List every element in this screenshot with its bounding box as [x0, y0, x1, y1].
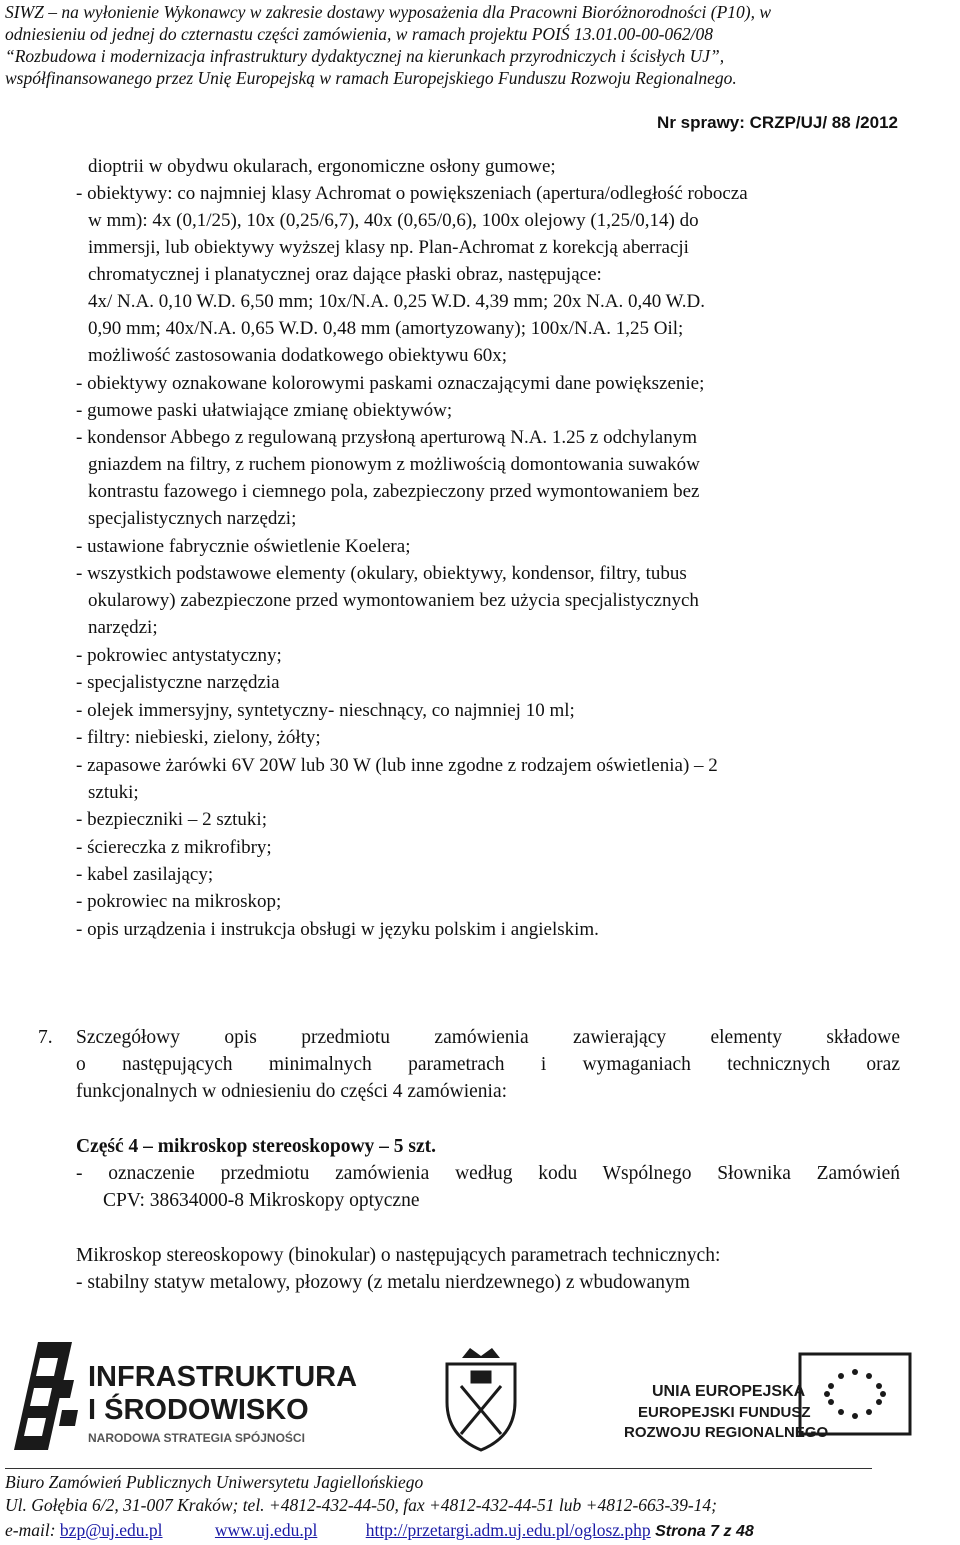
spec-line: - bezpieczniki – 2 sztuki;: [76, 809, 267, 830]
spec-line: - obiektywy oznakowane kolorowymi paskami oznaczającymi dane powiększenie;: [76, 373, 705, 394]
infra-line-1: INFRASTRUKTURA: [88, 1361, 358, 1393]
spec-line: - opis urządzenia i instrukcja obsługi w języku polskim i angielskim.: [76, 919, 599, 940]
email-label: e-mail:: [5, 1520, 56, 1540]
spec-line: gniazdem na filtry, z ruchem pionowym z możliwością domontowania suwaków: [88, 454, 700, 475]
website-link[interactable]: www.uj.edu.pl: [214, 1520, 318, 1540]
spec-line: sztuki;: [88, 782, 139, 803]
device-item: - stabilny statyw metalowy, płozowy (z metalu nierdzewnego) z wbudowanym: [76, 1272, 690, 1293]
device-intro: Mikroskop stereoskopowy (binokular) o następujących parametrach technicznych:: [76, 1245, 721, 1266]
footer-divider: [5, 1468, 872, 1469]
section-7-line-1: Szczegółowy opis przedmiotu zamówienia zawierający elementy składowe: [76, 1027, 900, 1048]
university-crest-icon: [447, 1364, 515, 1450]
cpv-line-1: - oznaczenie przedmiotu zamówienia według kodu Wspólnego Słownika Zamówień: [76, 1163, 900, 1184]
spec-line: - olejek immersyjny, syntetyczny- nieschnący, co najmniej 10 ml;: [76, 700, 575, 721]
eu-line-1: UNIA EUROPEJSKA: [652, 1383, 806, 1400]
case-number: Nr sprawy: CRZP/UJ/ 88 /2012: [657, 113, 898, 132]
spec-line: 0,90 mm; 40x/N.A. 0,65 W.D. 0,48 mm (amortyzowany); 100x/N.A. 1,25 Oil;: [88, 318, 684, 339]
footer-address: Ul. Gołębia 6/2, 31-007 Kraków; tel. +4812-432-44-50, fax +4812-432-44-51 lub +4812-663-39-14;: [5, 1495, 718, 1515]
eu-line-2: EUROPEJSKI FUNDUSZ: [638, 1404, 811, 1421]
infra-tagline: NARODOWA STRATEGIA SPÓJNOŚCI: [88, 1431, 305, 1445]
spec-line: dioptrii w obydwu okularach, ergonomiczne osłony gumowe;: [88, 156, 556, 177]
section-7-line-2: o następujących minimalnych parametrach i wymaganiach technicznych oraz: [76, 1054, 900, 1075]
spec-line: - kondensor Abbego z regulowaną przysłoną aperturową N.A. 1.25 z odchylanym: [76, 427, 698, 448]
funding-logos: [0, 1340, 960, 1460]
spec-line: - filtry: niebieski, zielony, żółty;: [76, 727, 321, 748]
eu-line-3: ROZWOJU REGIONALNEGO: [624, 1424, 829, 1441]
logo-strip: [0, 1340, 960, 1460]
spec-line: - pokrowiec na mikroskop;: [76, 891, 282, 912]
spec-line: chromatycznej i planatycznej oraz dające płaski obraz, następujące:: [88, 264, 602, 285]
spec-line: - specjalistyczne narzędzia: [76, 672, 280, 693]
spec-line: - ustawione fabrycznie oświetlenie Koelera;: [76, 536, 411, 557]
spec-line: - wszystkich podstawowe elementy (okulary, obiektywy, kondensor, filtry, tubus: [76, 563, 687, 584]
part-title: Część 4 – mikroskop stereoskopowy – 5 szt.: [76, 1136, 437, 1157]
spec-line: specjalistycznych narzędzi;: [88, 508, 297, 529]
email-link[interactable]: bzp@uj.edu.pl: [59, 1520, 163, 1540]
header-line-3: “Rozbudowa i modernizacja infrastruktury dydaktycznej na kierunkach przyrodniczych i ścisłych UJ”,: [5, 46, 725, 66]
cpv-line-2: CPV: 38634000-8 Mikroskopy optyczne: [103, 1190, 420, 1211]
spec-line: kontrastu fazowego i ciemnego pola, zabezpieczony przed wymontowaniem bez: [88, 481, 700, 502]
section-number: 7.: [38, 1027, 53, 1048]
footer-office: Biuro Zamówień Publicznych Uniwersytetu Jagiellońskiego: [5, 1472, 424, 1492]
spec-line: narzędzi;: [88, 617, 158, 638]
spec-line: okularowy) zabezpieczone przed wymontowaniem bez użycia specjalistycznych: [88, 590, 699, 611]
infrastruktura-logo-mark: [14, 1342, 78, 1450]
page-number: Strona 7 z 48: [655, 1523, 754, 1540]
tender-link[interactable]: http://przetargi.adm.uj.edu.pl/oglosz.php: [365, 1520, 651, 1540]
spec-line: 4x/ N.A. 0,10 W.D. 6,50 mm; 10x/N.A. 0,25 W.D. 4,39 mm; 20x N.A. 0,40 W.D.: [88, 291, 706, 312]
footer-contact: [5, 1519, 754, 1543]
spec-line: w mm): 4x (0,1/25), 10x (0,25/6,7), 40x (0,65/0,6), 100x olejowy (1,25/0,14) do: [88, 210, 699, 231]
spec-line: - ściereczka z mikrofibry;: [76, 837, 272, 858]
spec-line: immersji, lub obiektywy wyższej klasy np. Plan-Achromat z korekcją aberracji: [88, 237, 689, 258]
spec-line: możliwość zastosowania dodatkowego obiektywu 60x;: [88, 345, 507, 366]
spec-line: - kabel zasilający;: [76, 864, 214, 885]
infra-line-2: I ŚRODOWISKO: [88, 1394, 309, 1426]
crown-icon: [462, 1348, 500, 1358]
spec-line: - pokrowiec antystatyczny;: [76, 645, 282, 666]
spec-line: - gumowe paski ułatwiające zmianę obiektywów;: [76, 400, 453, 421]
eu-flag-icon: [800, 1354, 910, 1434]
spec-line: - obiektywy: co najmniej klasy Achromat o powiększeniach (apertura/odległość robocza: [76, 183, 748, 204]
spec-line: - zapasowe żarówki 6V 20W lub 30 W (lub inne zgodne z rodzajem oświetlenia) – 2: [76, 755, 718, 776]
header-line-4: współfinansowanego przez Unię Europejską w ramach Europejskiego Funduszu Rozwoju Regionalnego.: [5, 68, 737, 88]
section-7-line-3: funkcjonalnych w odniesieniu do części 4 zamówienia:: [76, 1081, 508, 1102]
header-line-2: odniesieniu od jednej do czternastu części zamówienia, w ramach projektu POIŚ 13.01.00-00-062/08: [5, 24, 714, 44]
header-line-1: SIWZ – na wyłonienie Wykonawcy w zakresie dostawy wyposażenia dla Pracowni Bioróżnorodności (P10), w: [5, 2, 772, 22]
